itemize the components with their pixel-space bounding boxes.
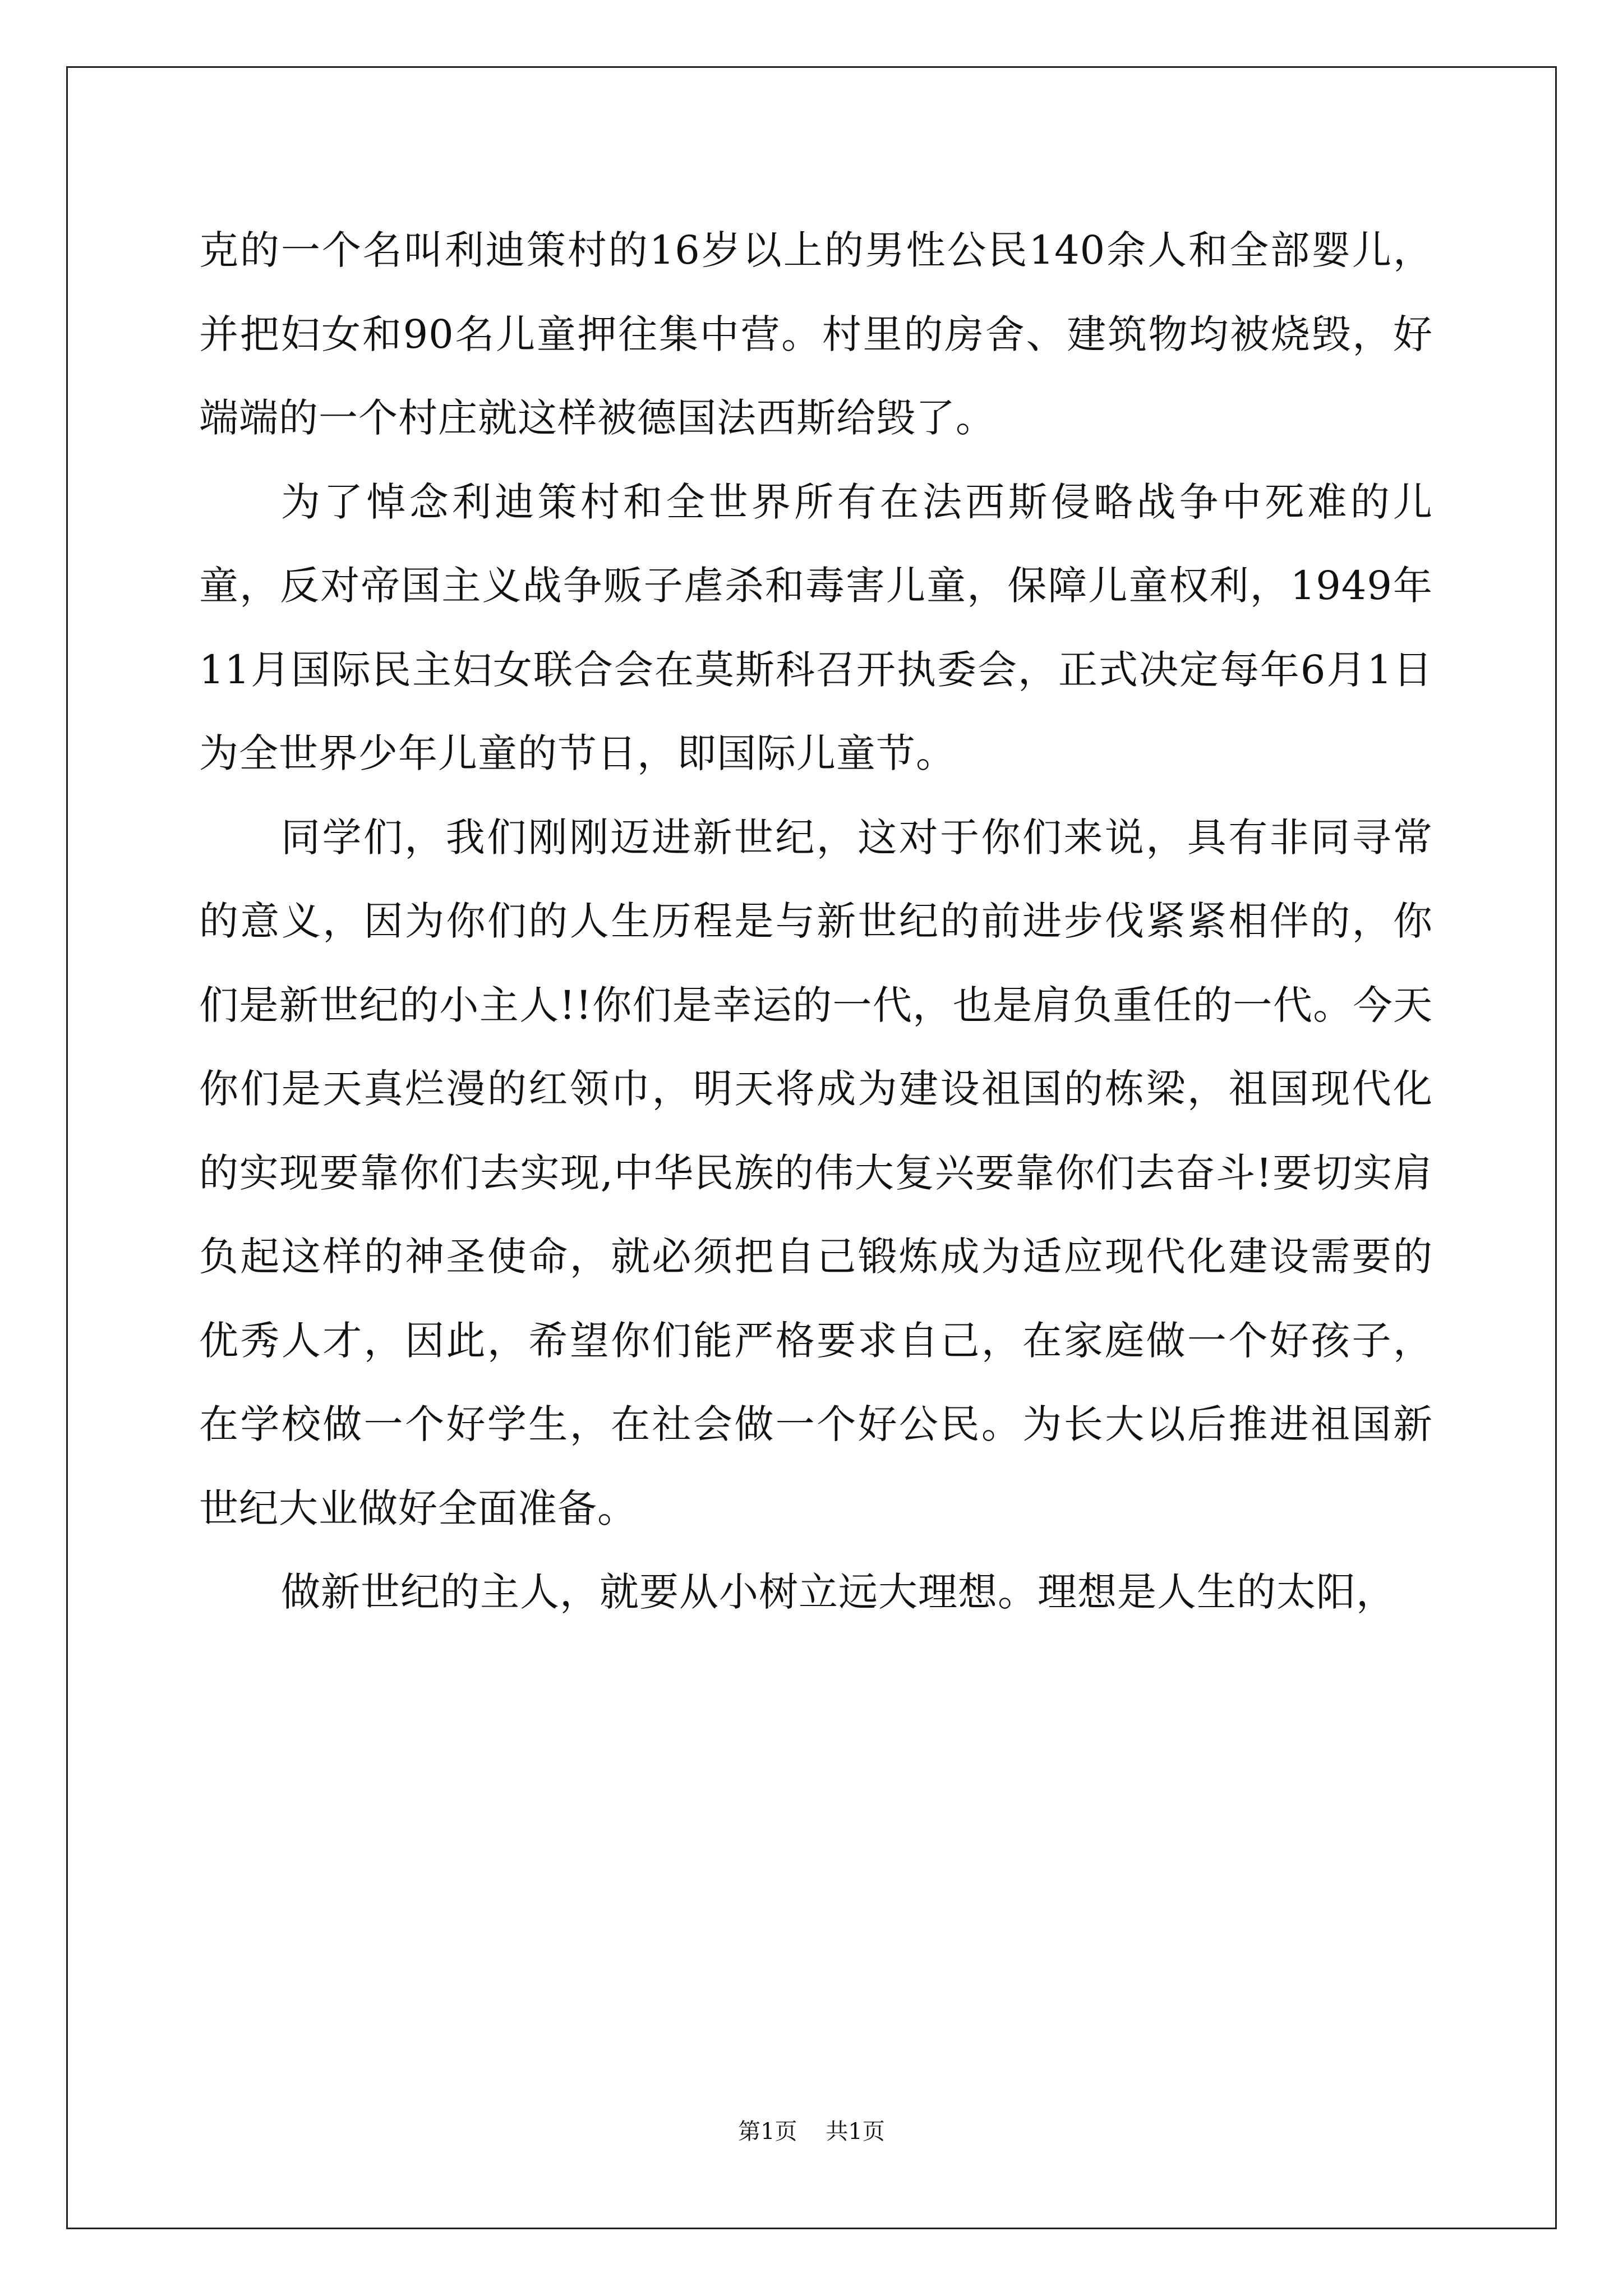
paragraph: 做新世纪的主人，就要从小树立远大理想。理想是人生的太阳，: [281, 1569, 1396, 1615]
paragraph: 同学们，我们刚刚迈进新世纪，这对于你们来说，具有非同寻常的意义，因为你们的人生历程是与新世纪的前进步伐紧紧相伴的，你们是新世纪的小主人!!你们是幸运的一代，也是肩负重任的一代。今天你们是天真烂漫的红领巾，明天将成为建设祖国的栋梁，祖国现代化的实现要靠你们去实现,中华民族的伟大复兴要靠你们去奋斗!要切实肩负起这样的神圣使命，就必须把自己锻炼成为适应现代化建设需要的优秀人才，因此，希望你们能严格要求自己，在家庭做一个好孩子，在学校做一个好学生，在社会做一个好公民。为长大以后推进祖国新世纪大业做好全面准备。: [199, 814, 1433, 1531]
paragraph: 为了悼念利迪策村和全世界所有在法西斯侵略战争中死难的儿童，反对帝国主义战争贩子虐杀和毒害儿童，保障儿童权利，1949年11月国际民主妇女联合会在莫斯科召开执委会，正式决定每年6月1日为全世界少年儿童的节日，即国际儿童节。: [199, 478, 1433, 776]
page-number: 第1页: [738, 2119, 797, 2145]
total-pages: 共1页: [826, 2119, 885, 2145]
paragraph: 克的一个名叫利迪策村的16岁以上的男性公民140余人和全部婴儿，并把妇女和90名儿童押往集中营。村里的房舍、建筑物均被烧毁，好端端的一个村庄就这样被德国法西斯给毁了。: [199, 227, 1433, 441]
document-body: [199, 209, 1433, 1635]
page-footer: [0, 2118, 1623, 2146]
